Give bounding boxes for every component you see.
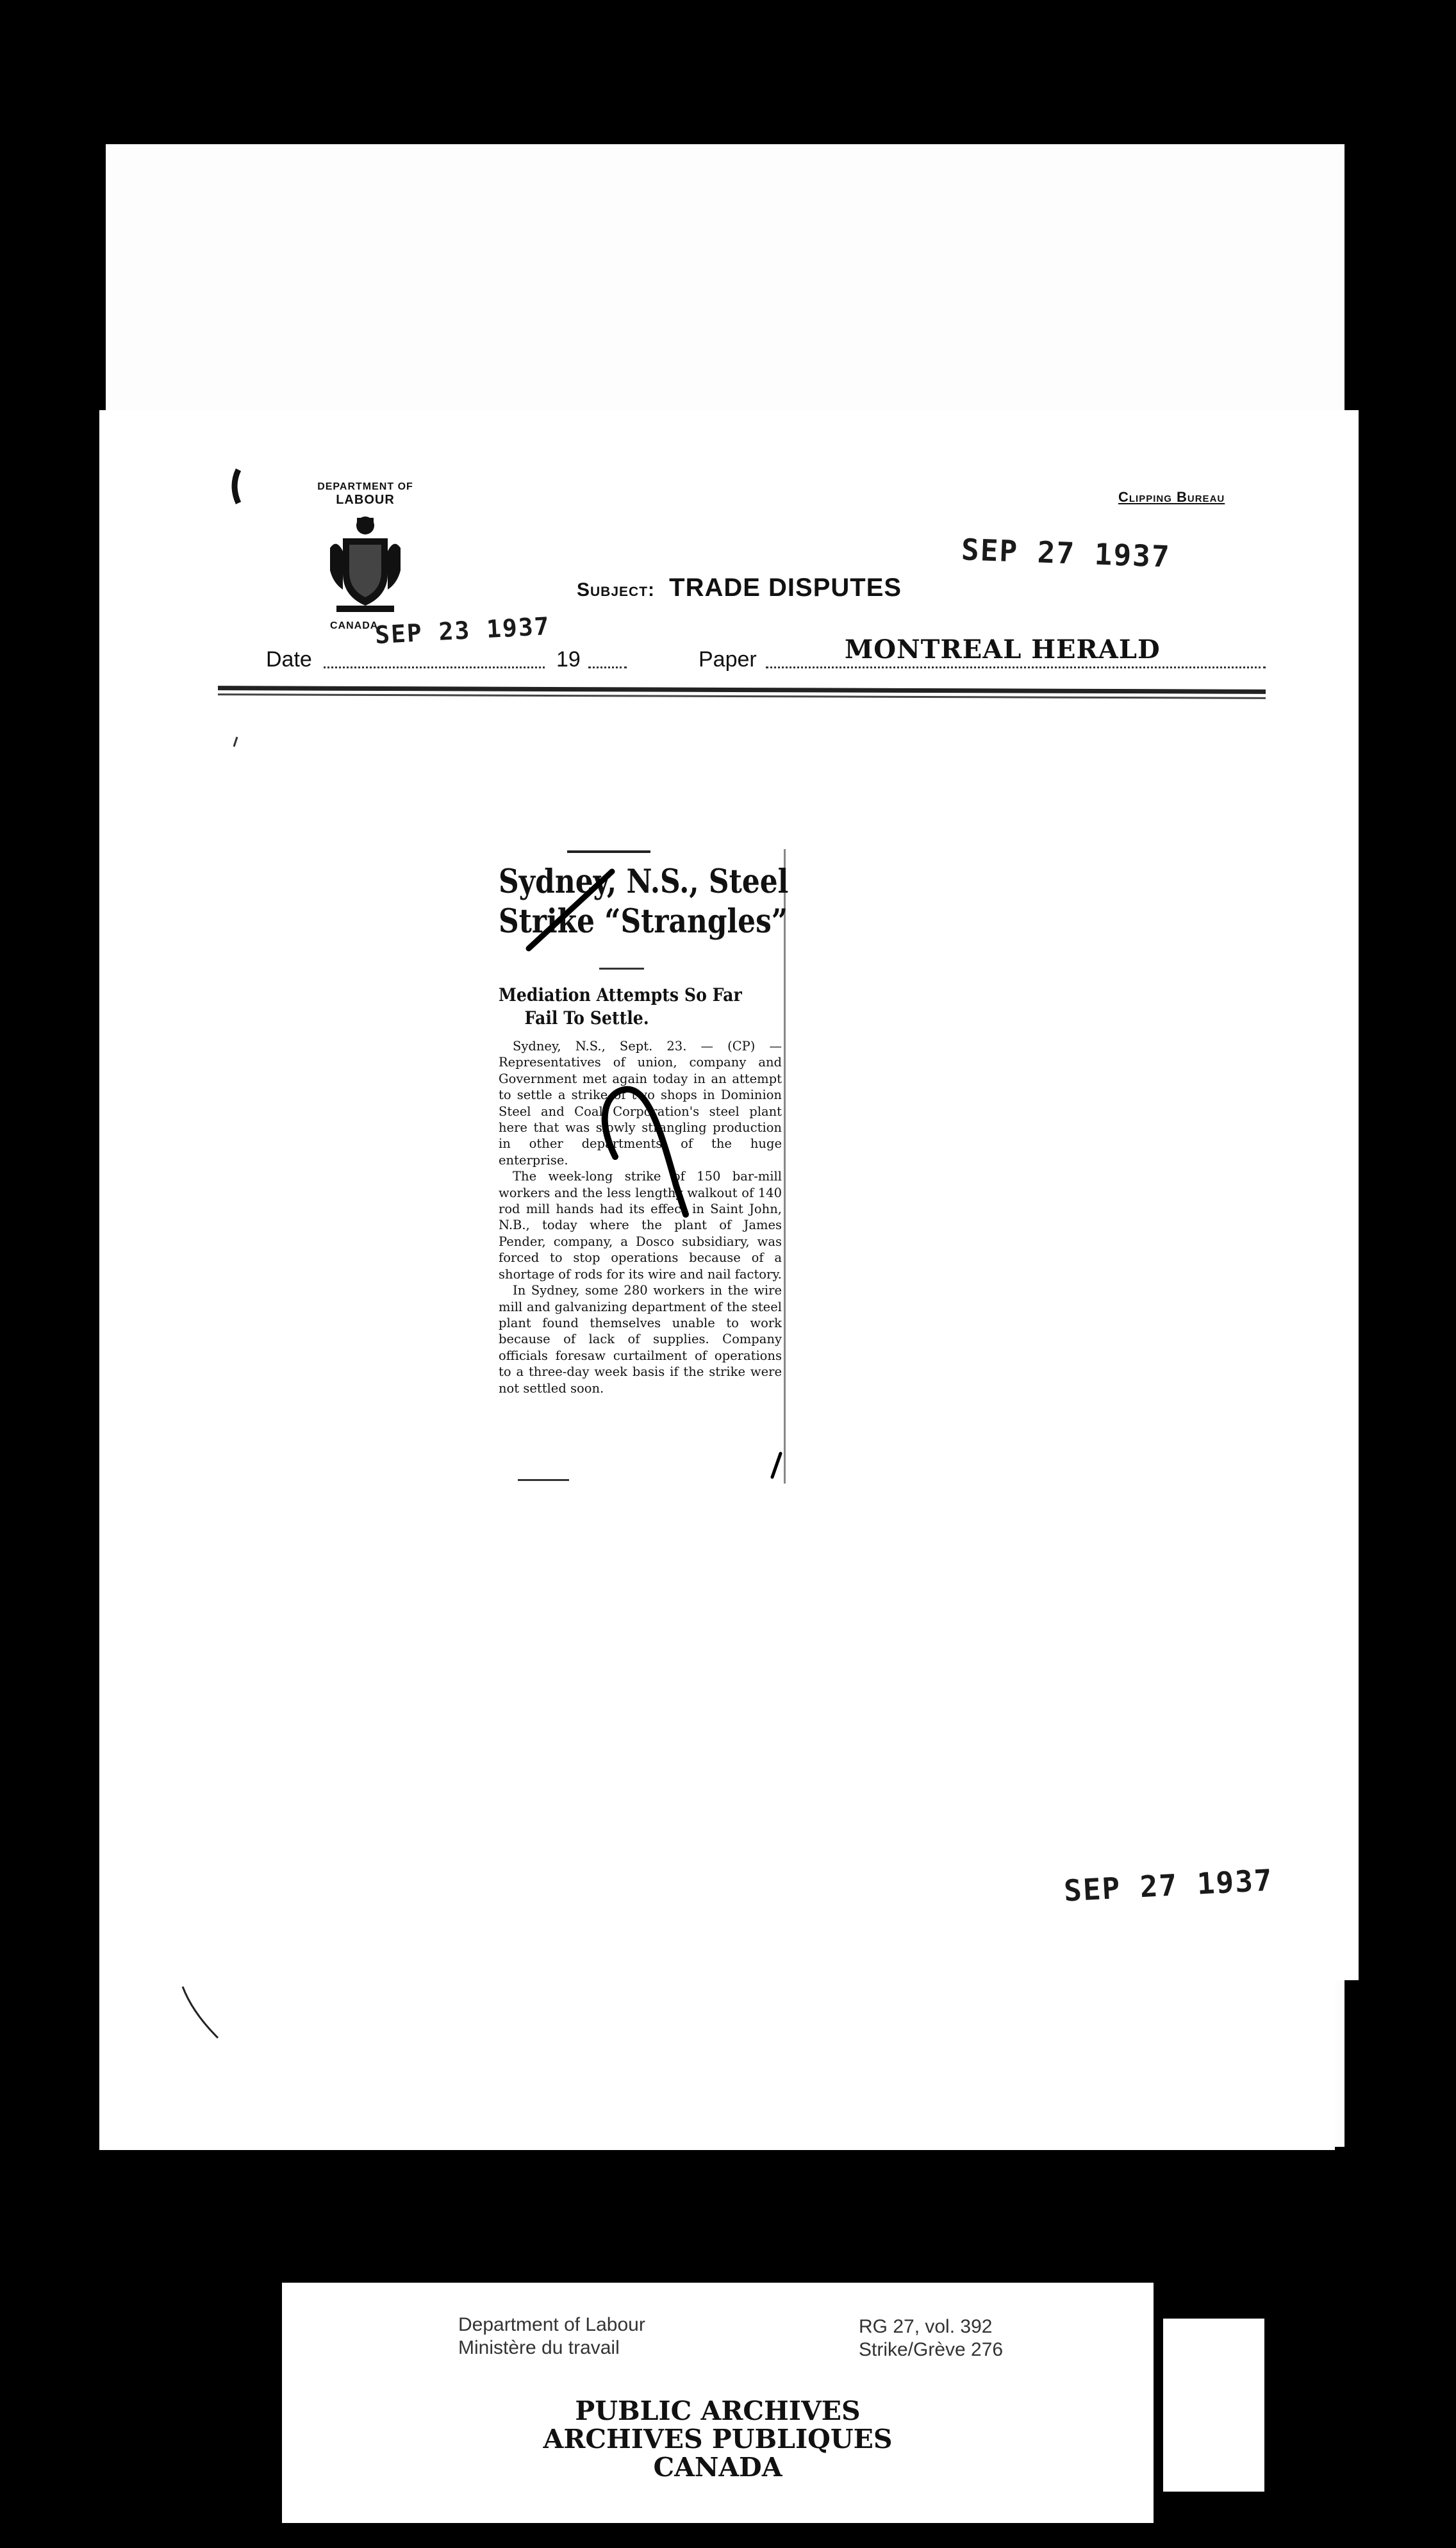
subject-label: Subject: (577, 579, 656, 600)
public-archives-heading (423, 2397, 1013, 2481)
archives-fr: ARCHIVES PUBLIQUES (543, 2424, 893, 2454)
archive-dept-fr: Ministère du travail (458, 2337, 620, 2358)
clipping-bureau-label: Clipping Bureau (1118, 489, 1225, 505)
received-date-stamp: SEP 27 1937 (961, 532, 1171, 574)
archive-department (458, 2313, 645, 2360)
department-line1: DEPARTMENT OF (317, 481, 413, 492)
paper-name-stamp: MONTREAL HERALD (845, 634, 1161, 665)
archive-dept-en: Department of Labour (458, 2314, 645, 2335)
canada-label: CANADA (330, 620, 379, 631)
archive-ref-volume: RG 27, vol. 392 (859, 2316, 993, 2337)
date-label: Date (266, 647, 312, 672)
subject-value: TRADE DISPUTES (669, 574, 902, 602)
clipping-paragraph: In Sydney, some 280 workers in the wire mill and galvanizing department of the steel plant found themselves unable to work because of lack of supplies. Company officials foresaw curtailment of operations to a three-day week basis if the strike were not settled soon. (499, 1283, 782, 1396)
check-mark-stroke (529, 872, 612, 948)
headline-line1: Sydney, N.S., Steel (499, 863, 789, 901)
archive-reference (859, 2315, 1003, 2362)
paper-label: Paper (699, 647, 757, 672)
deck-line1: Mediation Attempts So Far (499, 984, 742, 1005)
clipping-paragraph: Sydney, N.S., Sept. 23. — (CP) — Representatives of union, company and Government met again today in an attempt to settle a strike of two shops in Dominion Steel and Coal Corporation's steel plant here that was slowly strangling production in other departments of the huge enterprise. (499, 1039, 782, 1168)
department-line2: LABOUR (336, 493, 395, 507)
headline-line2: Strike “Strangles” (499, 902, 788, 941)
archives-canada: CANADA (653, 2452, 782, 2483)
label-tab-right (1163, 2319, 1264, 2492)
pen-scratch-mark (183, 1987, 218, 2038)
pen-tick-mark (772, 1453, 781, 1477)
year-prefix: 19 (556, 647, 581, 672)
archive-ref-strike: Strike/Grève 276 (859, 2339, 1004, 2360)
received-date-stamp-bottom: SEP 27 1937 (1063, 1862, 1274, 1908)
date-stamp: SEP 23 1937 (374, 611, 551, 650)
deck-line2: Fail To Settle. (524, 1007, 649, 1029)
archives-en: PUBLIC ARCHIVES (575, 2395, 861, 2426)
clipping-paragraph: The week-long strike of 150 bar-mill workers and the less lengthy walkout of 140 rod mill hands had its effect in Saint John, N.B., today where the plant of James Pender, company, a Dosco subsidiary, was forced to stop operations because of a shortage of rods for its wire and nail factory. (499, 1169, 782, 1282)
handwritten-loop-mark (605, 1089, 686, 1214)
